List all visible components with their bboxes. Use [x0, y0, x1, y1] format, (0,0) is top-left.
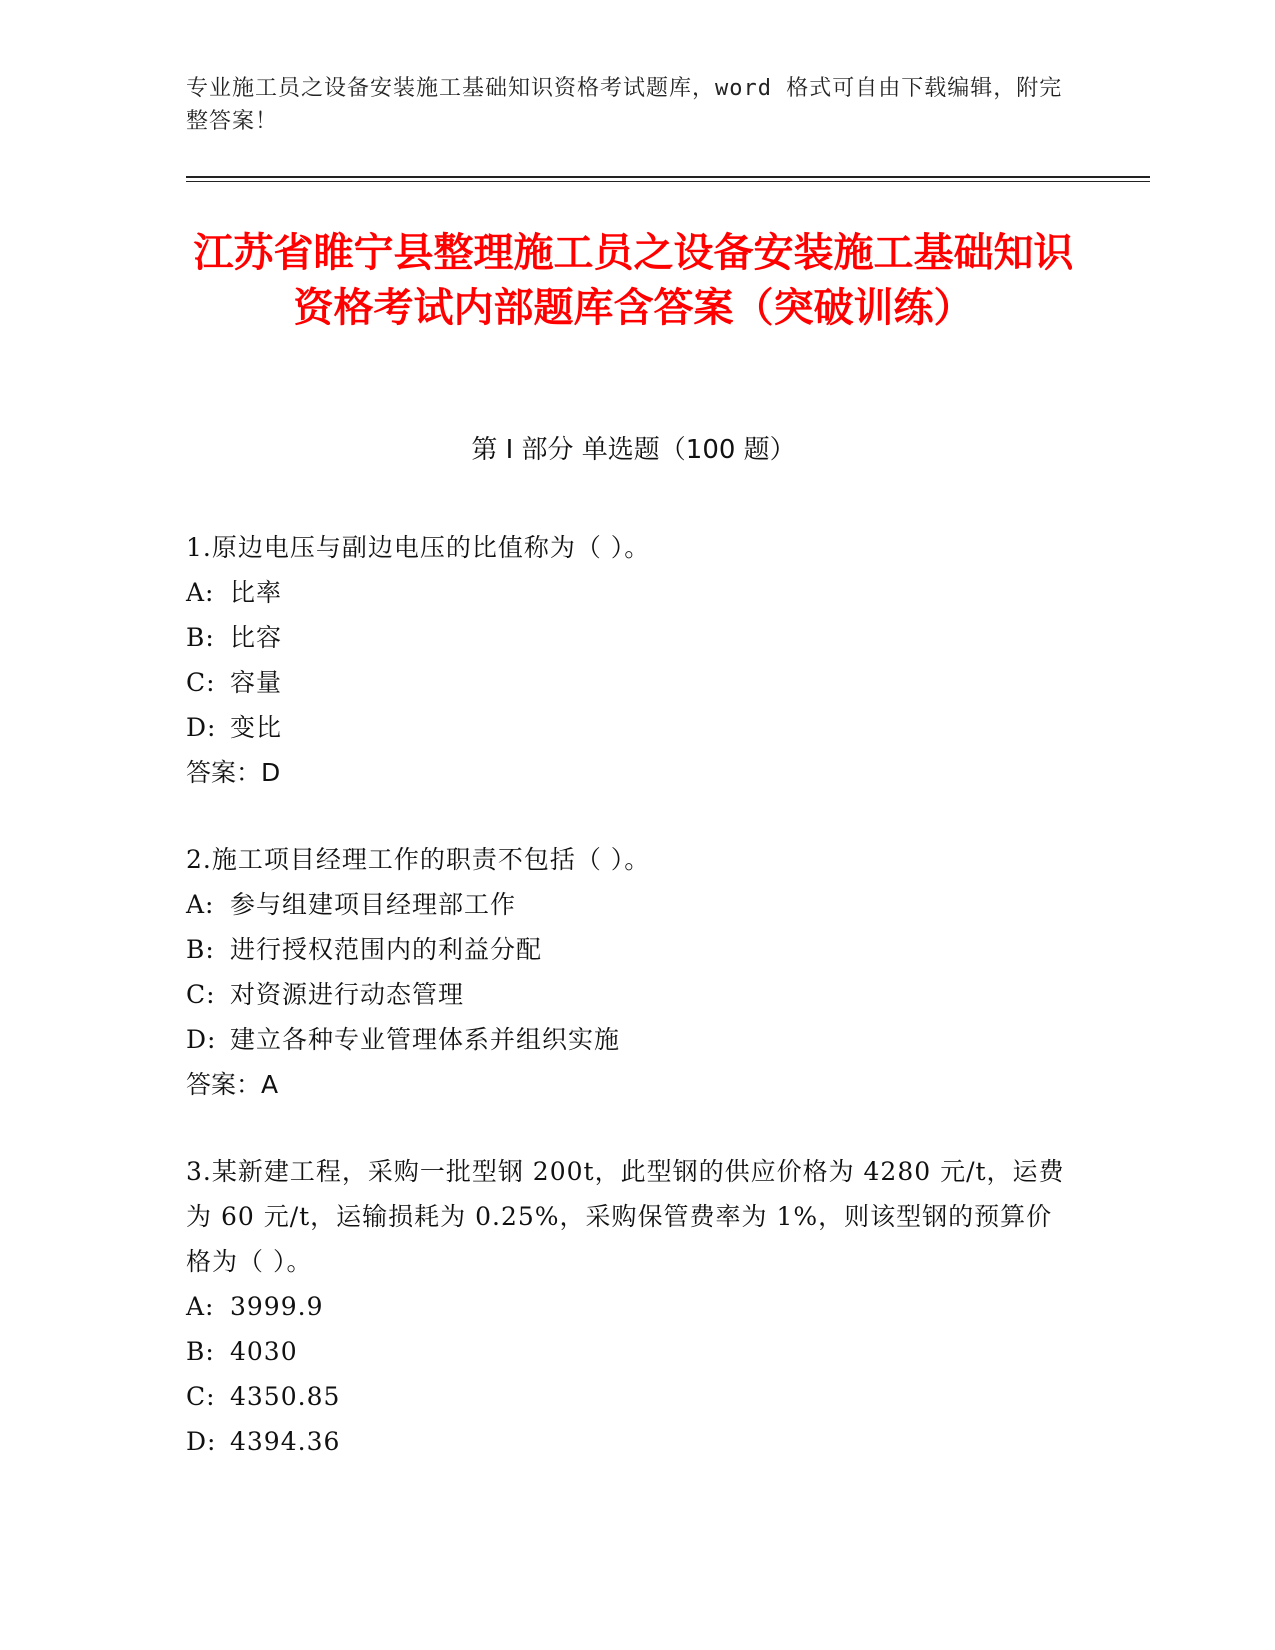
option-letter: D:	[186, 713, 217, 742]
option-b	[186, 615, 1066, 660]
answer-line: 答案：A	[186, 1070, 279, 1099]
option-d	[186, 1017, 1066, 1062]
option-text: 4394.36	[230, 1427, 341, 1456]
option-letter: C:	[186, 1382, 216, 1411]
option-letter: B:	[186, 1337, 215, 1366]
option-letter: A:	[186, 890, 215, 919]
option-b	[186, 1329, 1066, 1374]
option-letter: D:	[186, 1025, 217, 1054]
option-b	[186, 927, 1066, 972]
question-3	[186, 1149, 1066, 1464]
question-list	[186, 525, 1066, 1506]
option-text: 比率	[230, 578, 283, 607]
option-text: 比容	[230, 623, 283, 652]
question-2	[186, 837, 1066, 1107]
option-text: 3999.9	[230, 1292, 324, 1321]
option-c	[186, 1374, 1066, 1419]
option-a	[186, 882, 1066, 927]
option-c	[186, 972, 1066, 1017]
option-d	[186, 1419, 1066, 1464]
option-letter: D:	[186, 1427, 217, 1456]
header-note: 专业施工员之设备安装施工基础知识资格考试题库，word 格式可自由下载编辑，附完整答案！	[186, 76, 1063, 134]
option-c	[186, 660, 1066, 705]
question-stem: 2.施工项目经理工作的职责不包括（ ）。	[186, 845, 651, 874]
option-d	[186, 705, 1066, 750]
option-letter: B:	[186, 935, 215, 964]
option-text: 变比	[230, 713, 283, 742]
option-text: 4030	[230, 1337, 298, 1366]
header-divider-thin	[186, 181, 1150, 182]
section-heading: 第 I 部分 单选题（100 题）	[471, 435, 796, 465]
option-letter: C:	[186, 980, 216, 1009]
option-letter: C:	[186, 668, 216, 697]
option-text: 进行授权范围内的利益分配	[230, 935, 543, 964]
question-stem: 1.原边电压与副边电压的比值称为（ ）。	[186, 533, 651, 562]
document-title: 江苏省睢宁县整理施工员之设备安装施工基础知识资格考试内部题库含答案（突破训练）	[193, 230, 1074, 331]
option-text: 容量	[230, 668, 283, 697]
option-text: 建立各种专业管理体系并组织实施	[230, 1025, 621, 1054]
answer-line: 答案：D	[186, 758, 281, 787]
option-text: 对资源进行动态管理	[230, 980, 465, 1009]
question-stem: 3.某新建工程，采购一批型钢 200t，此型钢的供应价格为 4280 元/t，运费为 60 元/t，运输损耗为 0.25%，采购保管费率为 1%，则该型钢的预算价格为（ ）。	[186, 1157, 1065, 1276]
option-letter: A:	[186, 1292, 215, 1321]
question-1	[186, 525, 1066, 795]
option-letter: A:	[186, 578, 215, 607]
header-divider-thick	[186, 176, 1150, 178]
option-letter: B:	[186, 623, 215, 652]
option-a	[186, 570, 1066, 615]
option-a	[186, 1284, 1066, 1329]
option-text: 4350.85	[230, 1382, 341, 1411]
option-text: 参与组建项目经理部工作	[230, 890, 517, 919]
